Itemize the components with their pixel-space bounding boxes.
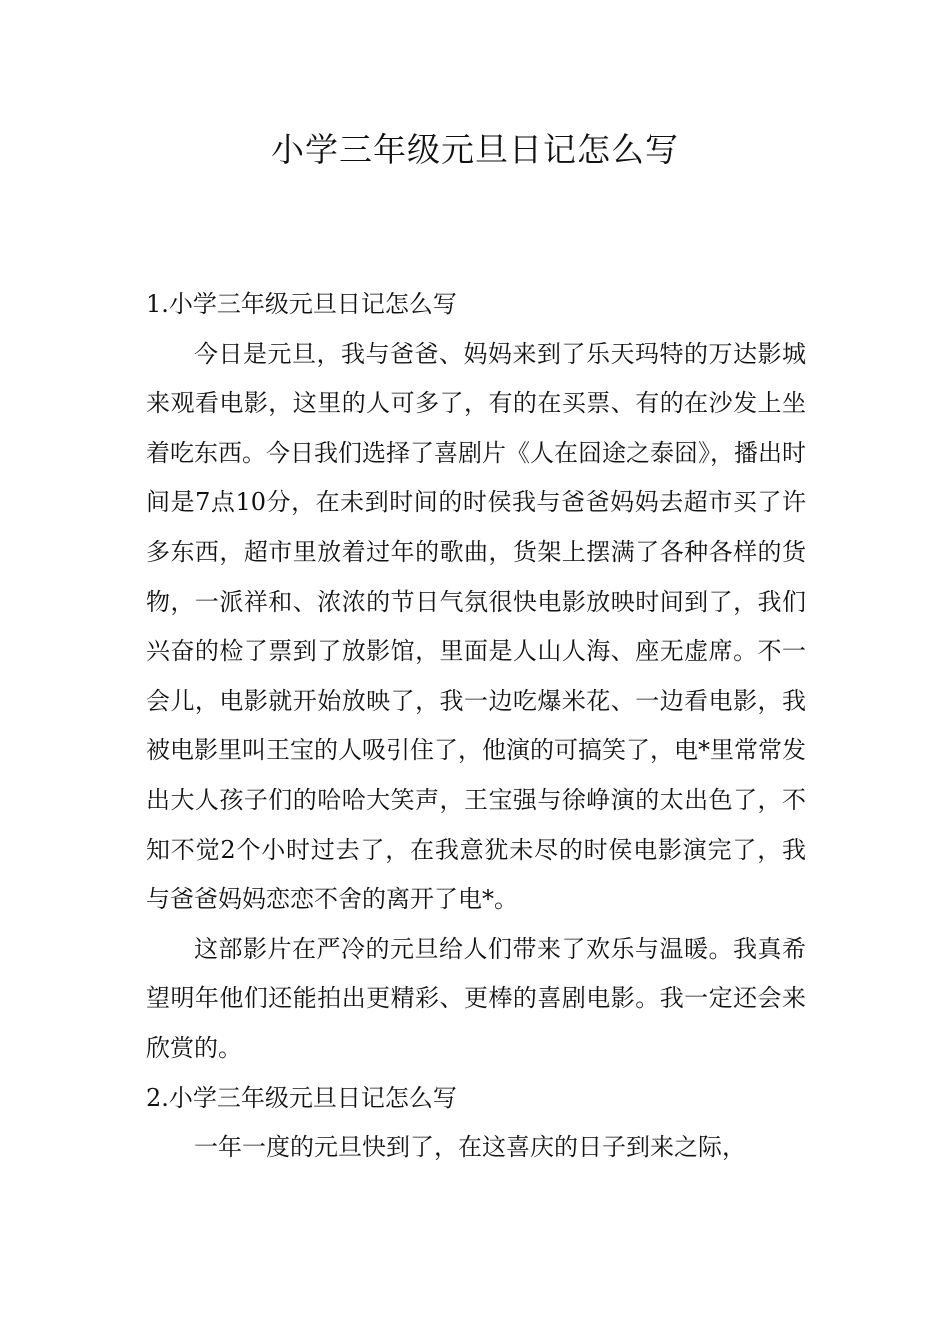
document-body [146, 280, 806, 1173]
section-heading-2: 2.小学三年级元旦日记怎么写 [146, 1083, 457, 1112]
document-title: 小学三年级元旦日记怎么写 [271, 130, 679, 169]
section-2-paragraph-1: 一年一度的元旦快到了，在这喜庆的日子到来之际， [194, 1133, 746, 1162]
section-heading-1: 1.小学三年级元旦日记怎么写 [146, 290, 457, 318]
section-1-paragraph-2: 这部影片在严冷的元旦给人们带来了欢乐与温暖。我真希望明年他们还能拍出更精彩、更棒的喜剧电影。我一定还会来欣赏的。 [146, 934, 806, 1062]
section-1-paragraph-1: 今日是元旦，我与爸爸、妈妈来到了乐天玛特的万达影城来观看电影，这里的人可多了，有的在买票、有的在沙发上坐着吃东西。今日我们选择了喜剧片《人在囧途之泰囧》，播出时间是7点10分，在未到时间的时侯我与爸爸妈妈去超市买了许多东西，超市里放着过年的歌曲，货架上摆满了各种各样的货物，一派祥和、浓浓的节日气氛很快电影放映时间到了，我们兴奋的检了票到了放影馆，里面是人山人海、座无虚席。不一会儿，电影就开始放映了，我一边吃爆米花、一边看电影，我被电影里叫王宝的人吸引住了，他演的可搞笑了，电*里常常发出大人孩子们的哈哈大笑声，王宝强与徐峥演的太出色了，不知不觉2个小时过去了，在我意犹未尽的时侯电影演完了，我与爸爸妈妈恋恋不舍的离开了电*。 [146, 339, 806, 914]
